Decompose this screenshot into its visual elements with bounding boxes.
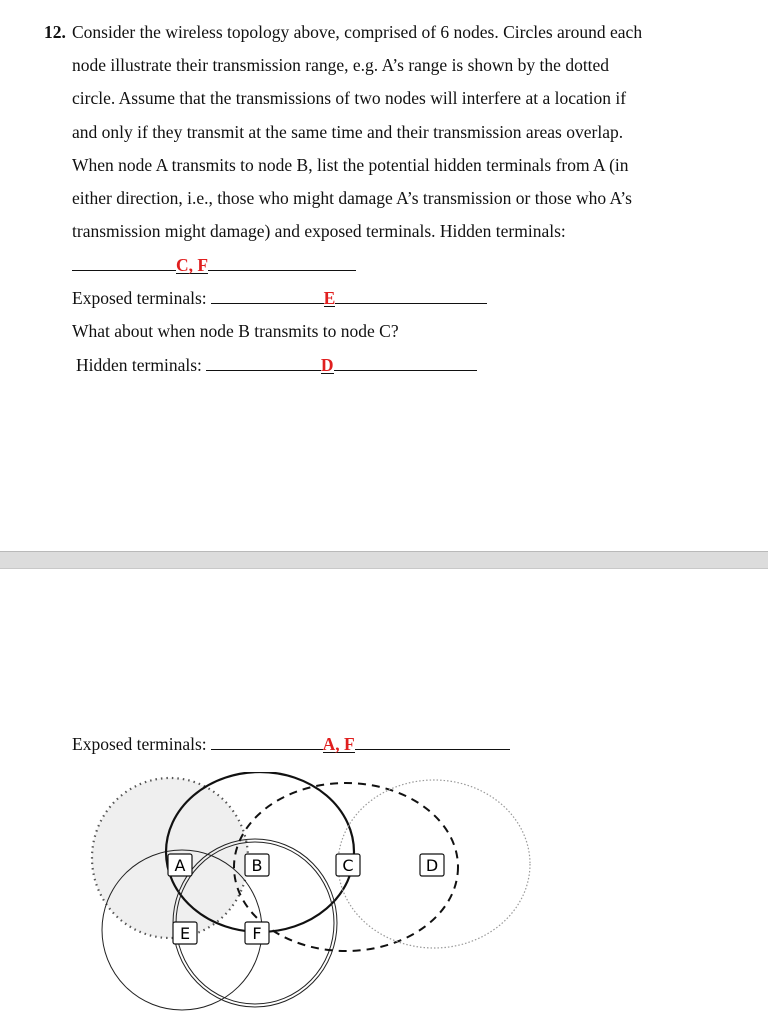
- part2-hidden-label: Hidden terminals:: [76, 355, 202, 375]
- part1-hidden-answer: C, F: [176, 255, 209, 275]
- blank-underline: [72, 252, 176, 271]
- part2-question: What about when node B transmits to node C?: [72, 321, 399, 341]
- blank-underline: [208, 252, 356, 271]
- node-d-label: D: [425, 856, 439, 875]
- node-f: [245, 922, 269, 944]
- question-line-3: circle. Assume that the transmissions of two nodes will interfere at a location if: [72, 88, 627, 108]
- node-e: [173, 922, 197, 944]
- node-a: [168, 854, 192, 876]
- page-divider: [0, 551, 768, 569]
- part2-exposed-line: [72, 731, 510, 756]
- question-line-7: transmission might damage) and exposed terminals. Hidden terminals:: [72, 221, 566, 241]
- wireless-topology-diagram: [90, 772, 550, 1012]
- part2-hidden-line: [76, 352, 477, 377]
- part1-exposed-label: Exposed terminals:: [72, 288, 207, 308]
- part1-exposed-answer: E: [323, 288, 336, 308]
- blank-underline: [211, 731, 323, 750]
- part2-hidden-answer: D: [320, 355, 334, 375]
- node-b-label: B: [251, 856, 263, 875]
- node-c-label: C: [342, 856, 354, 875]
- part2-exposed-label: Exposed terminals:: [72, 734, 207, 754]
- question-line-1: Consider the wireless topology above, comprised of 6 nodes. Circles around each: [72, 22, 643, 42]
- part1-exposed-line: [72, 285, 487, 310]
- question-line-5: When node A transmits to node B, list the potential hidden terminals from A (in: [72, 155, 629, 175]
- blank-underline: [206, 352, 321, 371]
- question-line-4: and only if they transmit at the same time and their transmission areas overlap.: [72, 122, 624, 142]
- part2-exposed-answer: A, F: [322, 734, 355, 754]
- blank-underline: [355, 731, 510, 750]
- blank-underline: [335, 285, 487, 304]
- node-c: [336, 854, 360, 876]
- part1-hidden-answer-line: [72, 252, 356, 277]
- node-a-label: A: [174, 856, 186, 875]
- node-e-label: E: [179, 924, 191, 943]
- node-d: [420, 854, 444, 876]
- blank-underline: [211, 285, 324, 304]
- question-number: 12.: [44, 22, 66, 42]
- question-line-6: either direction, i.e., those who might damage A’s transmission or those who A’s: [72, 188, 632, 208]
- question-line-2: node illustrate their transmission range, e.g. A’s range is shown by the dotted: [72, 55, 610, 75]
- blank-underline: [334, 352, 477, 371]
- node-b: [245, 854, 269, 876]
- node-f-label: F: [252, 924, 262, 943]
